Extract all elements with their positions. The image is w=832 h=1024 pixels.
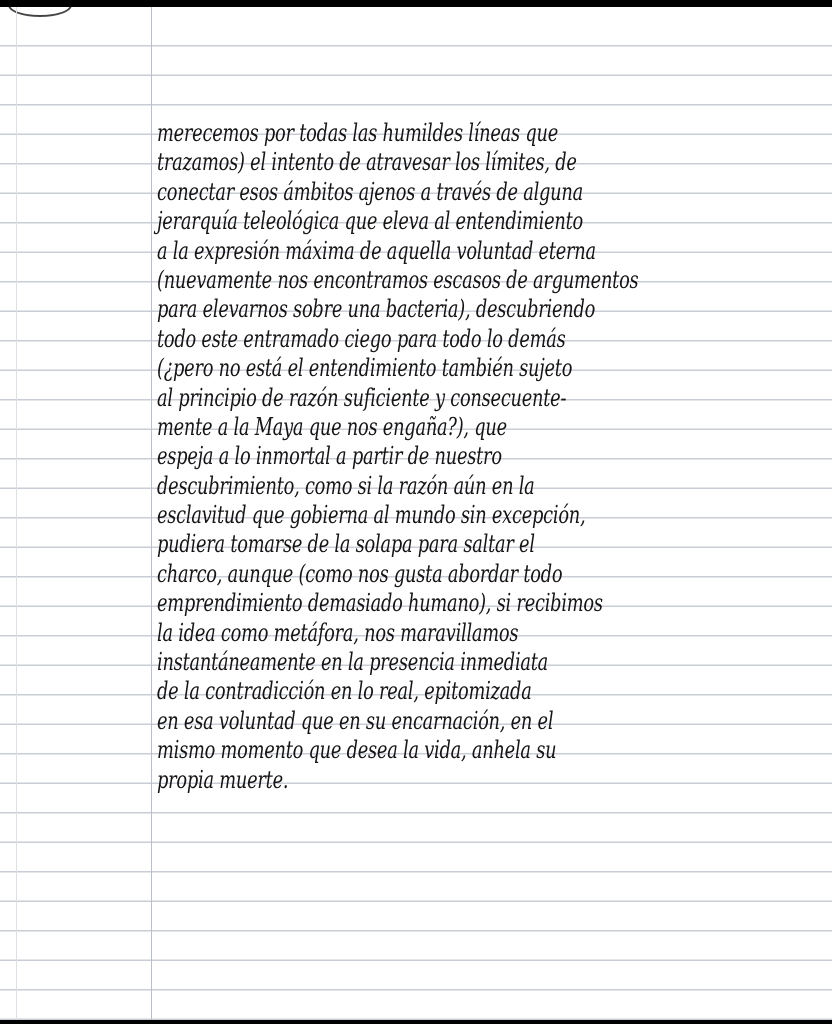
page-edge-line	[16, 7, 17, 1020]
handwritten-line: esclavitud que gobierna al mundo sin excepción,	[157, 501, 586, 530]
handwritten-line: para elevarnos sobre una bacteria), descubriendo	[157, 295, 596, 324]
handwritten-line: a la expresión máxima de aquella voluntad eterna	[157, 236, 596, 265]
handwritten-line: de la contradicción en lo real, epitomizada	[157, 677, 532, 706]
handwritten-line: al principio de razón suficiente y consecuente-	[157, 383, 567, 412]
handwritten-text-block	[157, 119, 832, 795]
handwritten-line: trazamos) el intento de atravesar los límites, de	[157, 148, 577, 177]
handwritten-line: la idea como metáfora, nos maravillamos	[157, 618, 519, 647]
handwritten-line: propia muerte.	[157, 765, 289, 794]
handwritten-line: charco, aunque (como nos gusta abordar todo	[157, 559, 563, 588]
handwritten-line: mente a la Maya que nos engaña?), que	[157, 412, 507, 441]
margin-line	[151, 7, 152, 1020]
handwritten-line: instantáneamente en la presencia inmediata	[157, 648, 549, 677]
handwritten-line: emprendimiento demasiado humano), si recibimos	[157, 589, 603, 618]
handwritten-line: merecemos por todas las humildes líneas que	[157, 119, 559, 147]
handwritten-line: espeja a lo inmortal a partir de nuestro	[157, 442, 502, 471]
notebook-page	[0, 7, 832, 1020]
handwritten-line: pudiera tomarse de la solapa para saltar el	[157, 530, 535, 559]
handwritten-line: jerarquía teleológica que eleva al entendimiento	[157, 207, 584, 236]
handwritten-line: descubrimiento, como si la razón aún en la	[157, 471, 535, 500]
handwritten-line: en esa voluntad que en su encarnación, en el	[157, 706, 554, 735]
handwritten-line: conectar esos ámbitos ajenos a través de alguna	[157, 177, 583, 206]
handwritten-line: todo este entramado ciego para todo lo demás	[157, 324, 566, 353]
bottom-border	[0, 1020, 832, 1024]
handwritten-line: (¿pero no está el entendimiento también sujeto	[157, 354, 573, 383]
page-top-curl	[8, 7, 72, 17]
handwritten-line: (nuevamente nos encontramos escasos de argumentos	[157, 265, 639, 294]
handwritten-line: mismo momento que desea la vida, anhela su	[157, 736, 557, 765]
